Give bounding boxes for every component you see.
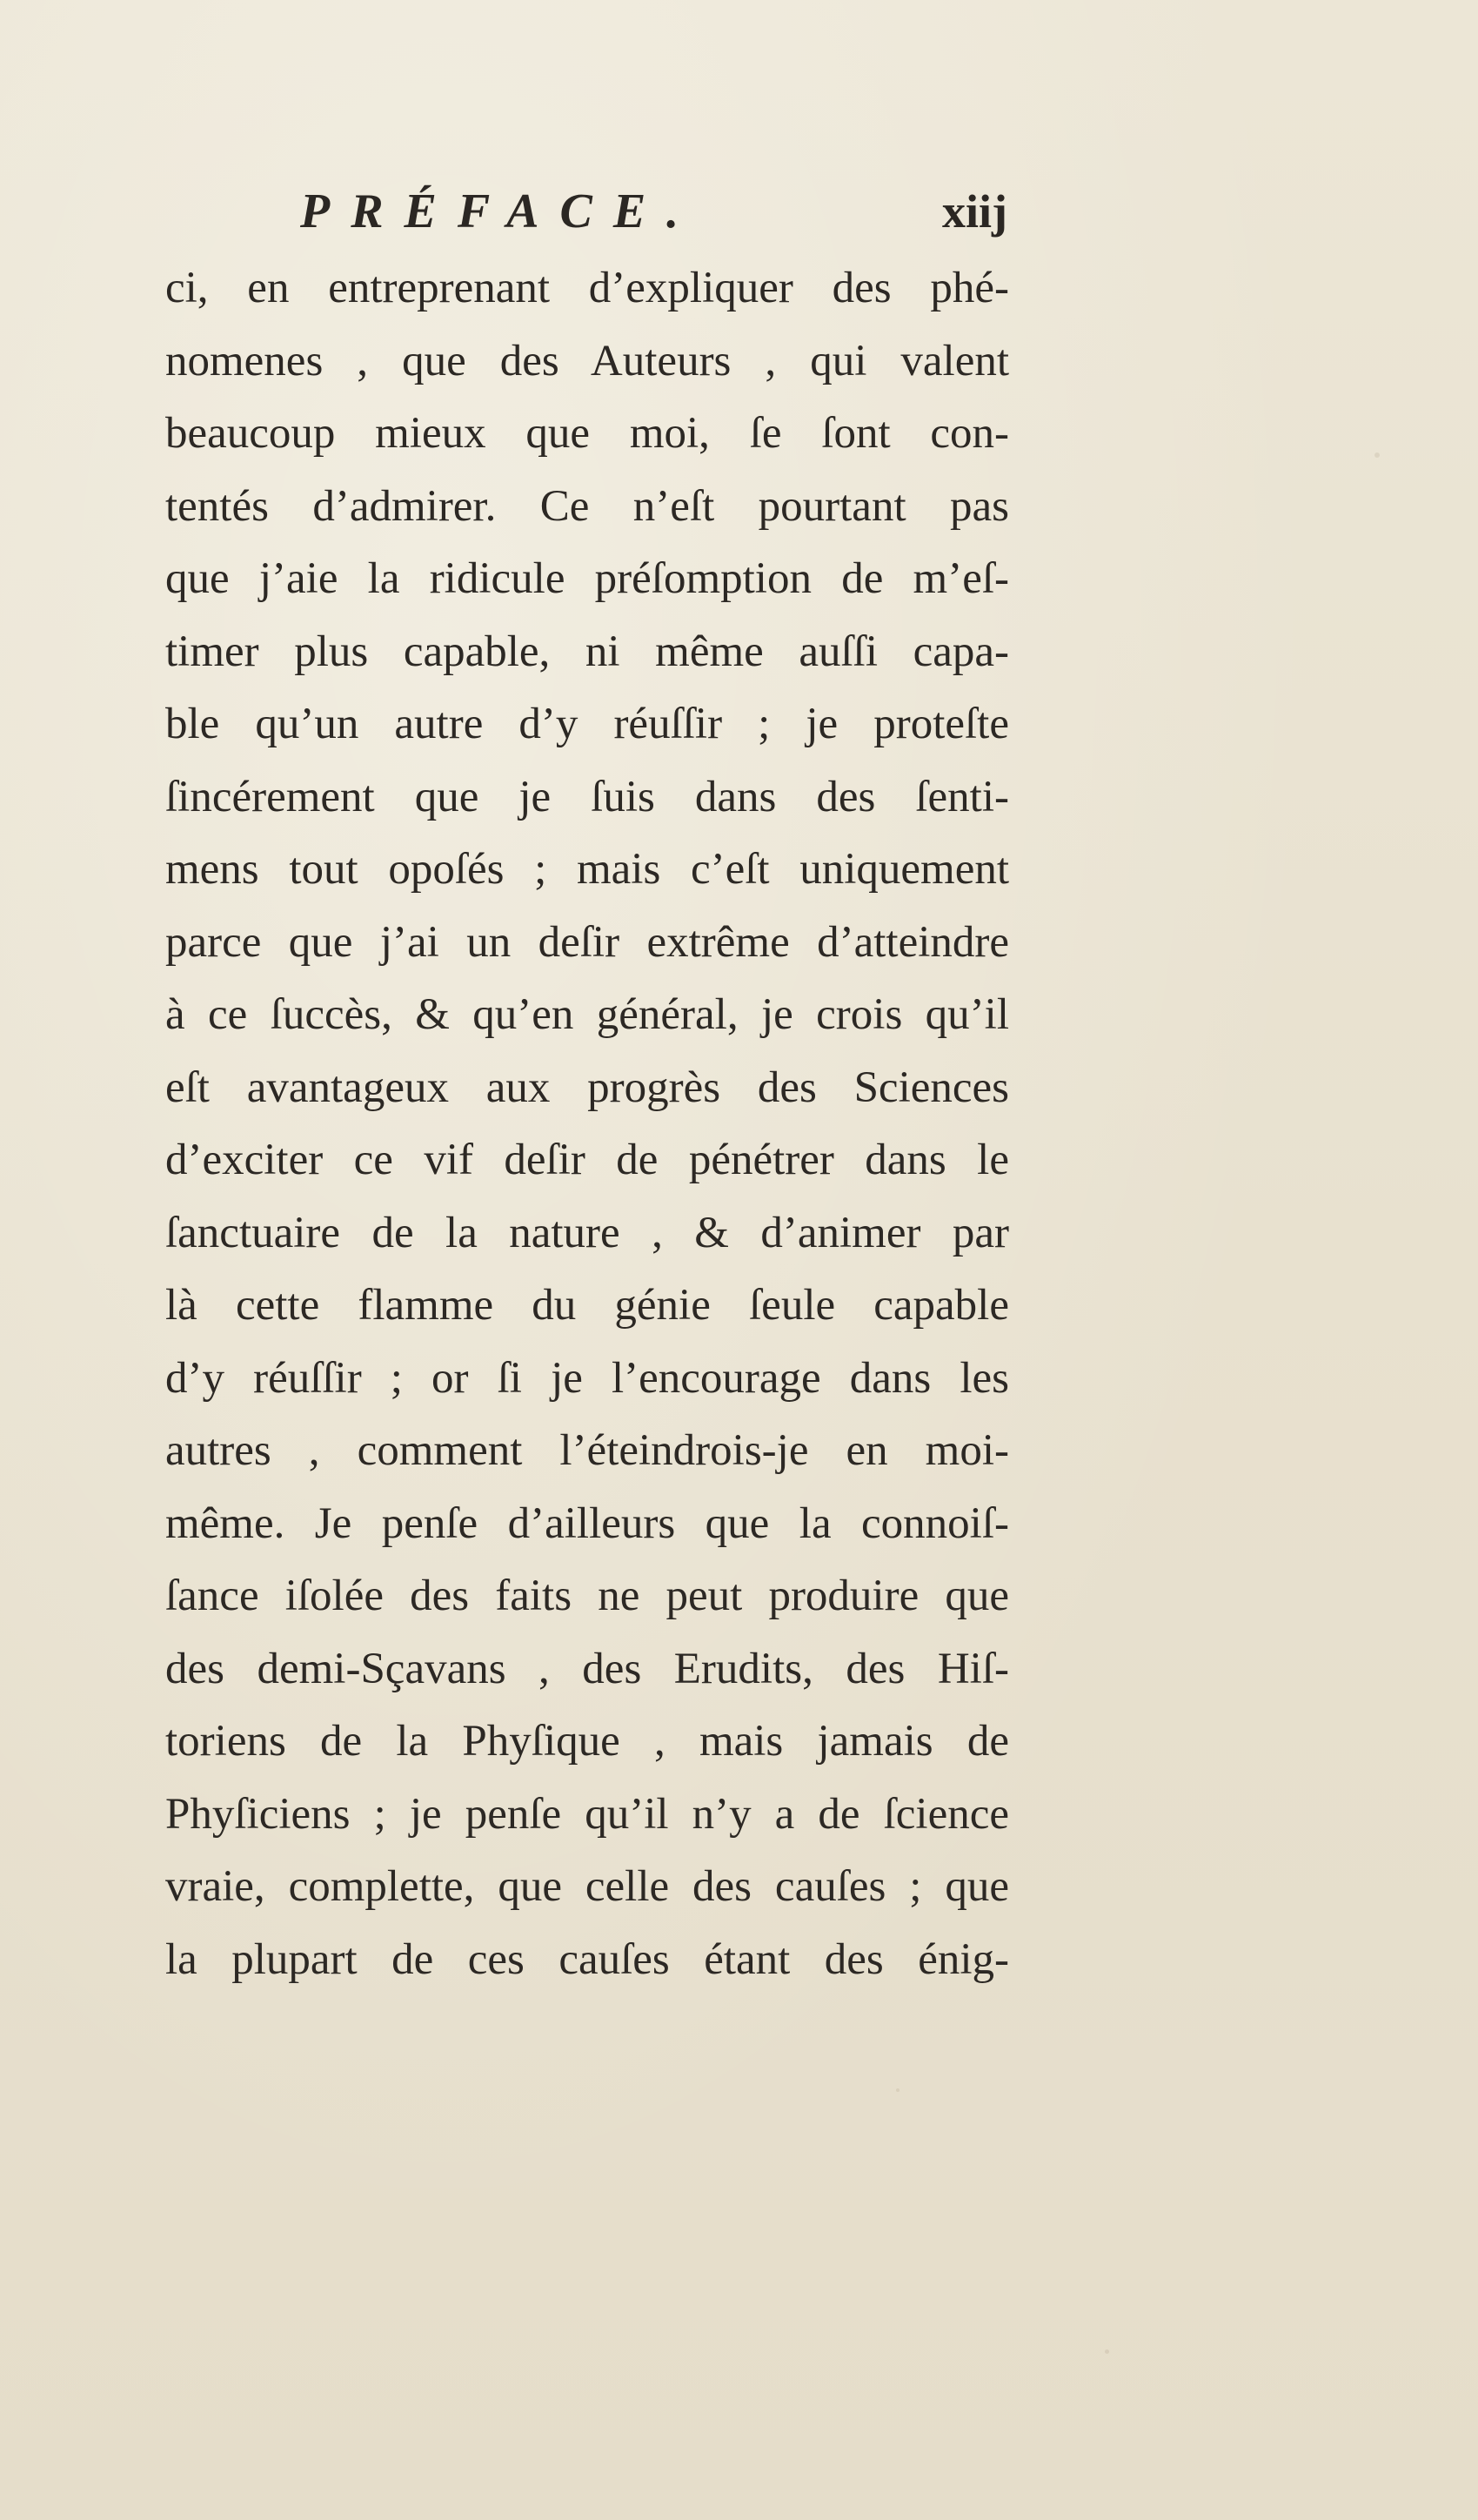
text-line: que j’aie la ridicule préſomption de m’eſ- <box>165 554 1009 603</box>
text-line: toriens de la Phyſique , mais jamais de <box>165 1717 1009 1766</box>
text-line: timer plus capable, ni même auſſi capa- <box>165 627 1009 676</box>
text-line: vraie, complette, que celle des cauſes ; que <box>165 1862 1009 1911</box>
paper-speck <box>896 2088 900 2092</box>
text-line: eſt avantageux aux progrès des Sciences <box>165 1062 1009 1112</box>
running-title: PRÉFACE. <box>300 184 700 238</box>
text-line: beaucoup mieux que moi, ſe ſont con- <box>165 409 1009 458</box>
text-line: la plupart de ces cauſes étant des énig- <box>165 1934 1009 1984</box>
text-line: d’exciter ce vif deſir de pénétrer dans le <box>165 1136 1009 1184</box>
text-line: tentés d’admirer. Ce n’eſt pourtant pas <box>165 481 1009 531</box>
text-line: d’y réuſſir ; or ſi je l’encourage dans les <box>165 1353 1009 1403</box>
text-line: Phyſiciens ; je penſe qu’il n’y a de ſcience <box>165 1789 1009 1839</box>
text-line: ſincérement que je ſuis dans des ſenti- <box>165 772 1009 821</box>
text-line: mens tout opoſés ; mais c’eſt uniquement <box>165 845 1009 894</box>
page-header <box>0 172 1478 251</box>
paper-speck <box>1374 452 1380 458</box>
text-line: à ce ſuccès, & qu’en général, je crois qu’il <box>165 990 1009 1039</box>
text-line: ſanctuaire de la nature , & d’animer par <box>165 1208 1009 1257</box>
body-text <box>165 252 1009 1996</box>
text-line: nomenes , que des Auteurs , qui valent <box>165 336 1009 385</box>
text-line: parce que j’ai un deſir extrême d’atteindre <box>165 917 1009 967</box>
text-line: ſance iſolée des faits ne peut produire que <box>165 1572 1009 1620</box>
text-line: même. Je penſe d’ailleurs que la connoiſ- <box>165 1498 1009 1548</box>
paper-speck <box>1105 2349 1109 2354</box>
text-line: ble qu’un autre d’y réuſſir ; je proteſte <box>165 700 1009 748</box>
page-number: xiij <box>942 185 1007 238</box>
text-line: ci, en entreprenant d’expliquer des phé- <box>165 264 1009 312</box>
text-line: autres , comment l’éteindrois-je en moi- <box>165 1426 1009 1475</box>
text-line: des demi-Sçavans , des Erudits, des Hiſ- <box>165 1644 1009 1693</box>
text-line: là cette flamme du génie ſeule capable <box>165 1281 1009 1330</box>
